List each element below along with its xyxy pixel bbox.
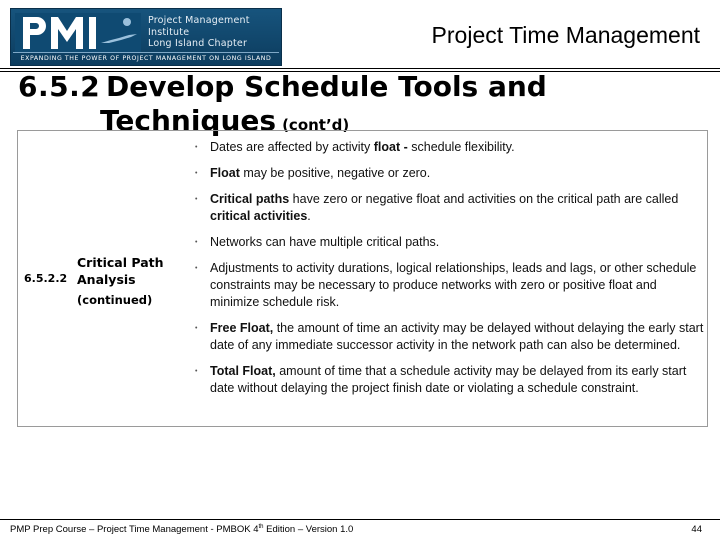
footer-text — [10, 524, 353, 535]
heading-continued: (cont’d) — [282, 116, 350, 134]
bullet-item: • Dates are affected by activity float - schedule flexibility. — [195, 139, 707, 156]
footer-sup: th — [258, 524, 264, 530]
section-subtitle: (continued) — [77, 293, 153, 307]
section-title — [77, 254, 197, 288]
content-frame — [17, 130, 708, 427]
footer-edition: Edition – Version 1.0 — [263, 524, 354, 536]
footer-divider — [0, 519, 720, 520]
heading-line1: Develop Schedule Tools and — [106, 70, 547, 103]
bullet-item: • Total Float, amount of time that a schedule activity may be delayed from its early start date without delaying the project finish date or violating a schedule constraint. — [195, 363, 707, 397]
section-title-line1: Critical Path — [77, 255, 164, 270]
bullet-item: • Critical paths have zero or negative float and activities on the critical path are called critical activities. — [195, 191, 707, 225]
bullet-item: • Float may be positive, negative or zero. — [195, 165, 707, 182]
logo-tagline: EXPANDING THE POWER OF PROJECT MANAGEMENT ON LONG ISLAND — [13, 52, 279, 63]
deck-title: Project Time Management — [431, 22, 700, 48]
section-title-line2: Analysis — [77, 272, 136, 287]
bullet-item: • Networks can have multiple critical paths. — [195, 234, 707, 251]
logo-org-line1: Project Management Institute — [148, 15, 250, 38]
section-number: 6.5.2.2 — [24, 272, 68, 285]
bullet-list — [195, 139, 707, 397]
page-number: 44 — [691, 524, 702, 535]
heading-line2: Techniques — [100, 104, 277, 137]
footer-course: PMP Prep Course – Project Time Management - PMBOK 4 — [10, 524, 259, 536]
logo-org-line2: Long Island Chapter — [148, 38, 248, 49]
bullet-item: • Free Float, the amount of time an activity may be delayed without delaying the early start date of any immediate successor activity in the network path can also be determined. — [195, 320, 707, 354]
pmi-logo — [10, 8, 282, 66]
pmi-logo-mark-icon — [15, 13, 141, 53]
heading-number: 6.5.2 — [18, 70, 101, 103]
section-label — [18, 131, 198, 426]
bullet-item: • Adjustments to activity durations, logical relationships, leads and lags, or other schedule constraints may be necessary to produce networks with zero or positive float and minimize schedule risk. — [195, 260, 707, 311]
logo-org-name — [148, 15, 280, 50]
